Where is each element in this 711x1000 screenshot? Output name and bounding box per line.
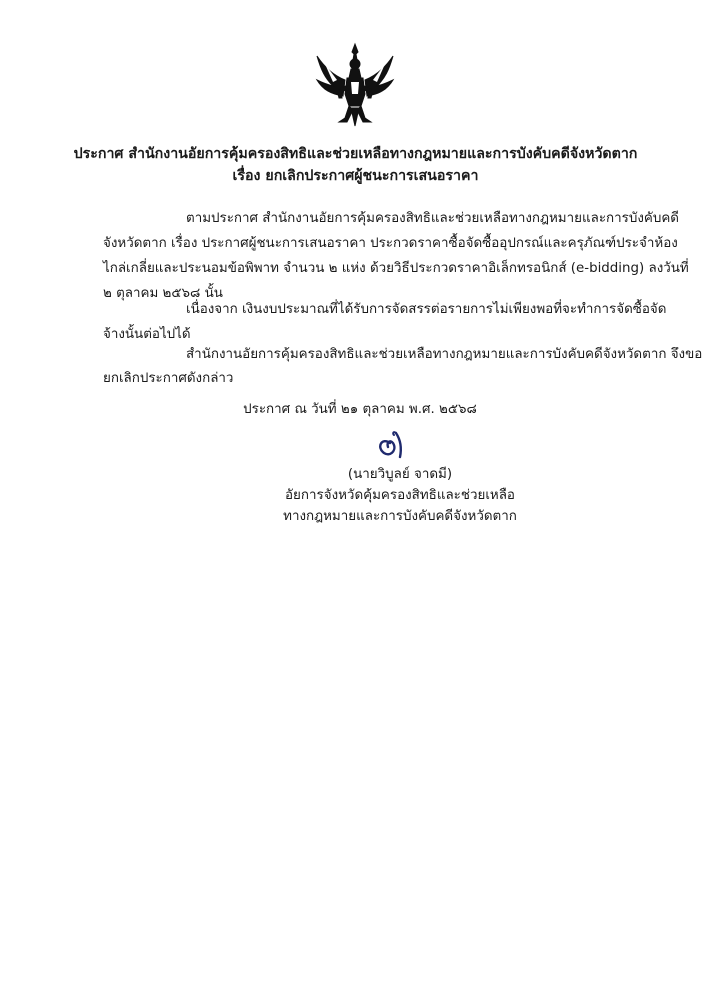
signer-title-line-2: ทางกฎหมายและการบังคับคดีจังหวัดตาก (283, 509, 517, 524)
paragraph-2-line-2: จ้างนั้นต่อไปได้ (103, 327, 191, 342)
paragraph-2-line-1: เนื่องจาก เงินงบประมาณที่ได้รับการจัดสรรต่อรายการไม่เพียงพอที่จะทำการจัดซื้อจัด (186, 302, 667, 317)
signer-title-line-1: อัยการจังหวัดคุ้มครองสิทธิและช่วยเหลือ (285, 488, 515, 503)
paragraph-1-line-1: ตามประกาศ สำนักงานอัยการคุ้มครองสิทธิและช่วยเหลือทางกฎหมายและการบังคับคดี (186, 211, 680, 226)
paragraph-3-line-2: ยกเลิกประกาศดังกล่าว (103, 371, 234, 386)
garuda-emblem-icon (311, 42, 399, 128)
paragraph-3-line-1: สำนักงานอัยการคุ้มครองสิทธิและช่วยเหลือทางกฎหมายและการบังคับคดีจังหวัดตาก จึงขอ (186, 347, 703, 362)
announcement-title: ประกาศ สำนักงานอัยการคุ้มครองสิทธิและช่วยเหลือทางกฎหมายและการบังคับคดีจังหวัดตาก (73, 146, 638, 162)
signature-mark (370, 425, 414, 461)
paragraph-1-line-2: จังหวัดตาก เรื่อง ประกาศผู้ชนะการเสนอราคา ประกวดราคาซื้อจัดซื้ออุปกรณ์และครุภัณฑ์ประจำห้อง (103, 236, 678, 251)
paragraph-1-line-3: ไกล่เกลี่ยและประนอมข้อพิพาท จำนวน ๒ แห่ง ด้วยวิธีประกวดราคาอิเล็กทรอนิกส์ (e-bidding) ลงวันที่ (103, 261, 689, 276)
signer-name: (นายวิบูลย์ จาดมี) (347, 467, 453, 482)
announcement-date: ประกาศ ณ วันที่ ๒๑ ตุลาคม พ.ศ. ๒๕๖๘ (243, 402, 477, 417)
announcement-subject: เรื่อง ยกเลิกประกาศผู้ชนะการเสนอราคา (232, 168, 479, 184)
paragraph-1-line-4: ๒ ตุลาคม ๒๕๖๘ นั้น (103, 286, 223, 301)
